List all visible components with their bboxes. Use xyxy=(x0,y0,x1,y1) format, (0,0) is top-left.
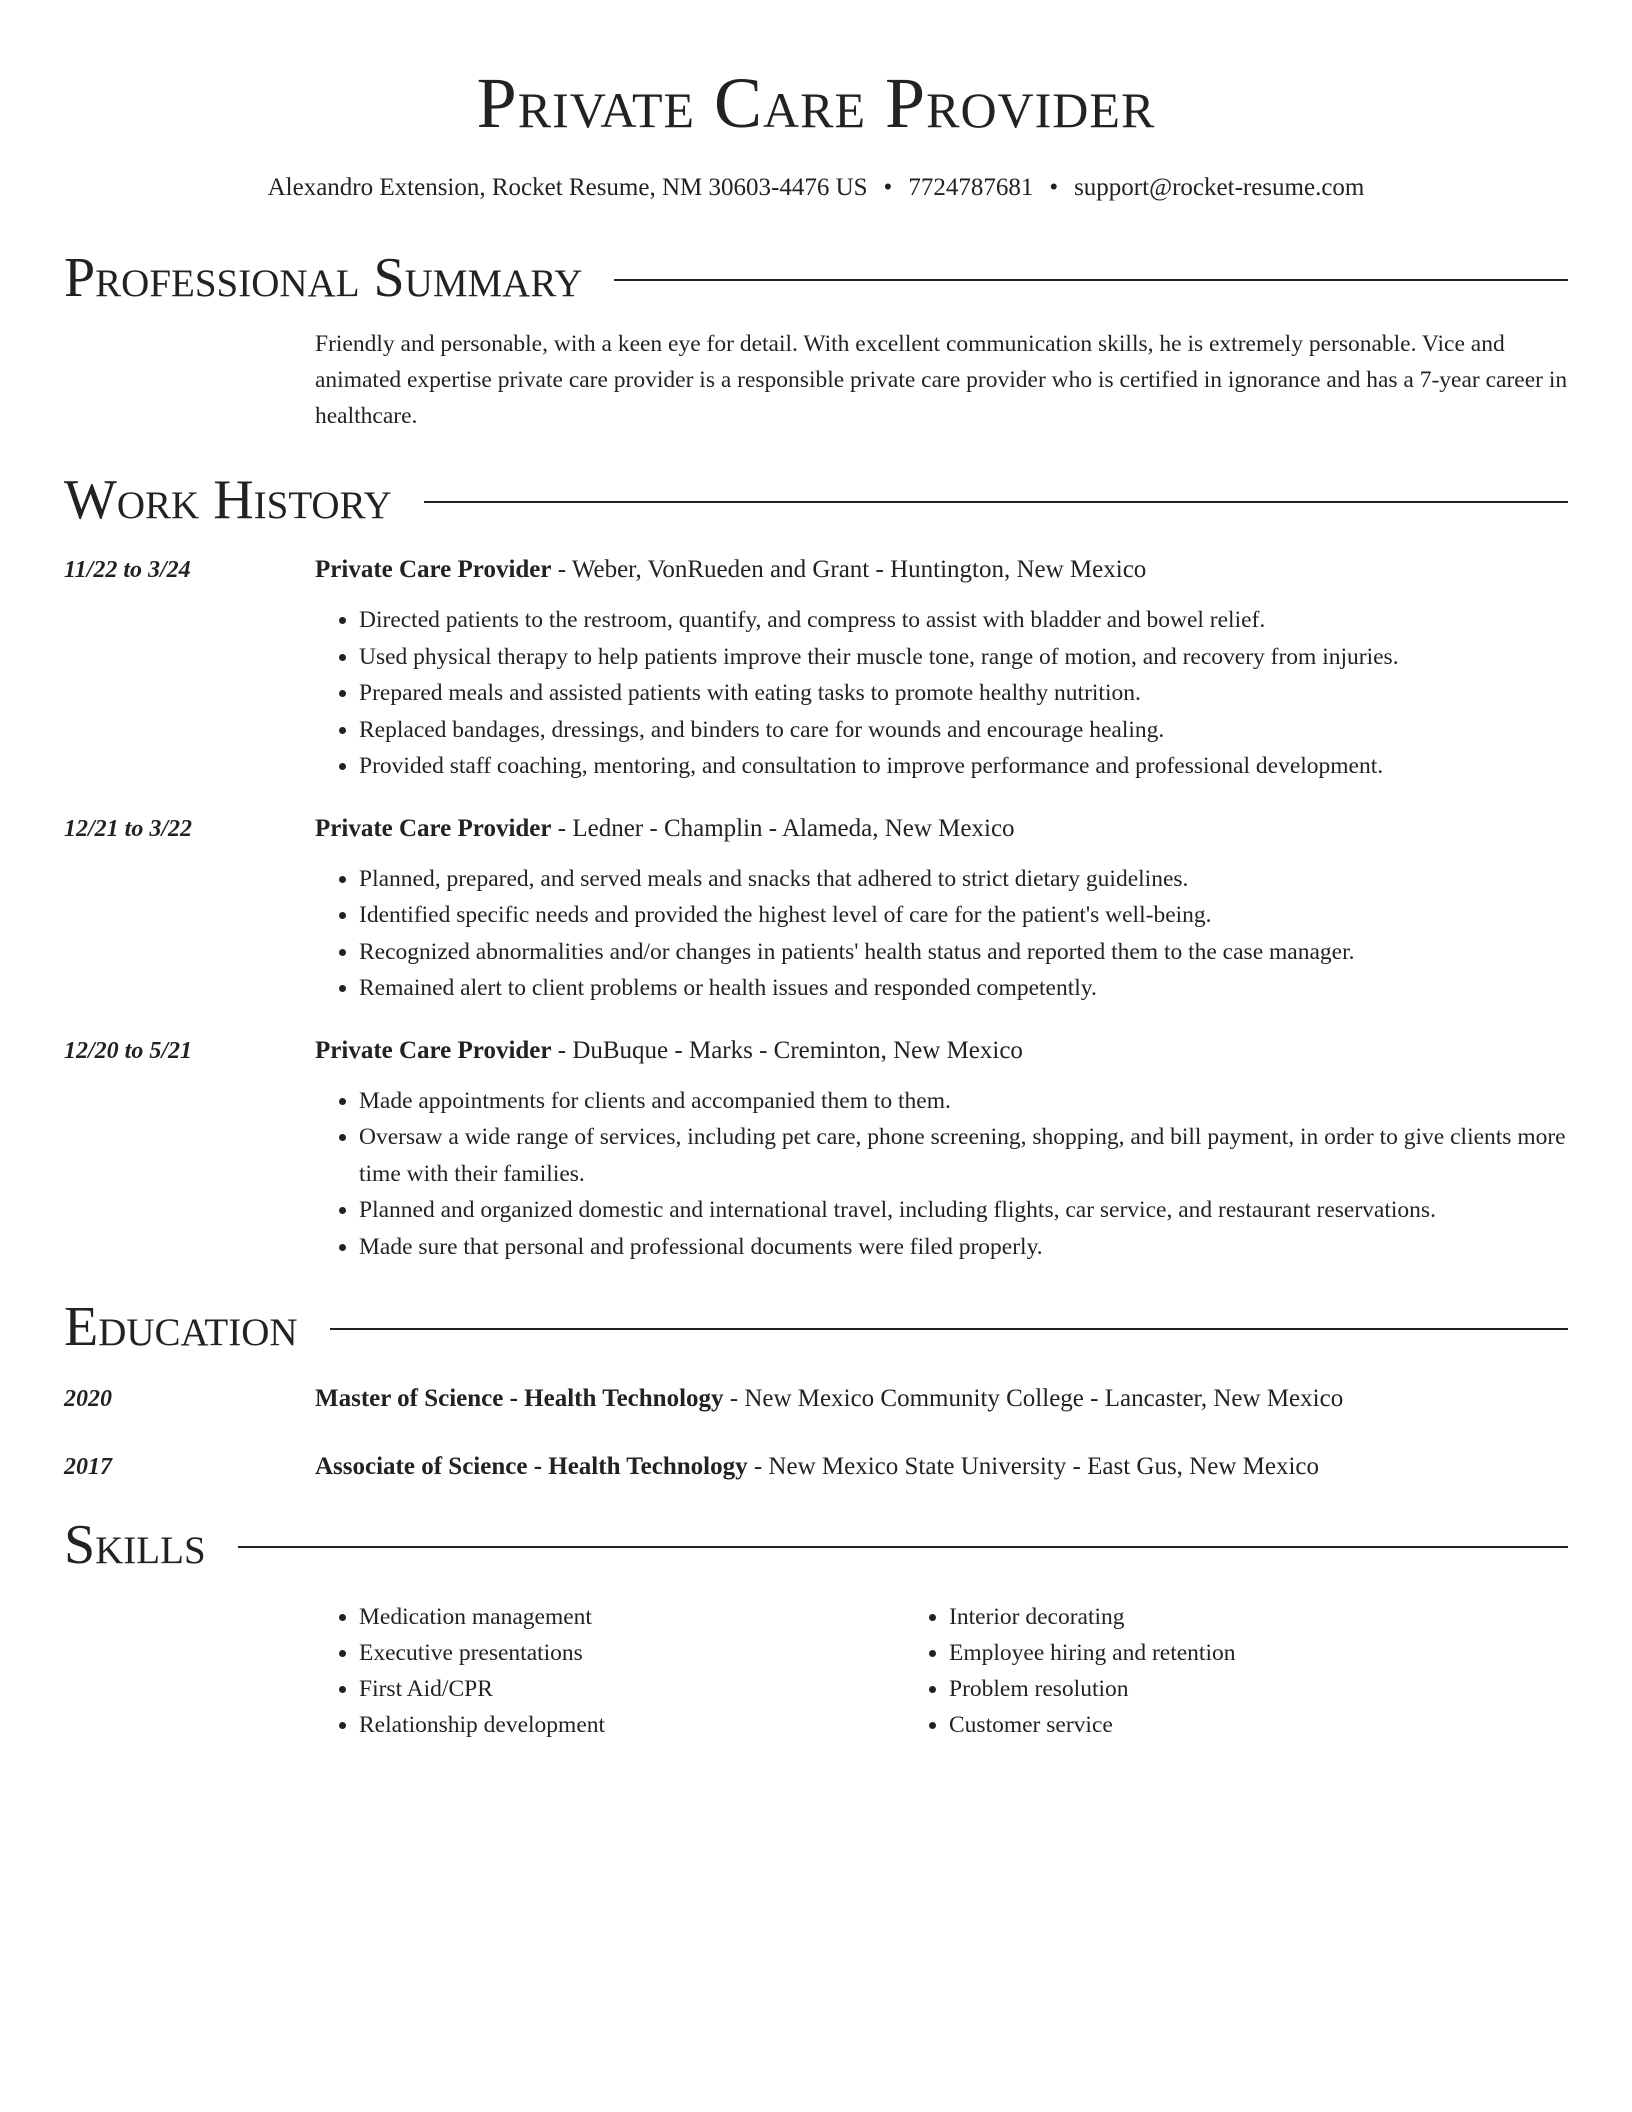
work-bullet: • Made sure that personal and professional documents were filed properly. xyxy=(359,1229,1568,1266)
work-employer: - Ledner - Champlin - Alameda, New Mexico xyxy=(551,814,1015,842)
work-bullet: • Prepared meals and assisted patients with eating tasks to promote healthy nutrition. xyxy=(359,675,1568,712)
skill-item: • Customer service xyxy=(949,1707,1236,1743)
work-details xyxy=(315,552,1568,785)
work-headline xyxy=(315,1033,1568,1069)
work-headline xyxy=(315,811,1568,847)
work-bullet: • Replaced bandages, dressings, and binders to care for wounds and encourage healing. xyxy=(359,712,1568,749)
skill-item: • First Aid/CPR xyxy=(359,1671,932,1707)
summary-section-header xyxy=(64,246,1568,310)
contact-separator: • xyxy=(1049,174,1059,201)
skill-item: • Relationship development xyxy=(359,1707,932,1743)
section-divider xyxy=(330,1328,1568,1330)
skills-column-right xyxy=(905,1599,1236,1743)
work-dates: 11/22 to 3/24 xyxy=(64,557,191,583)
work-entry xyxy=(64,552,1568,785)
contact-separator: • xyxy=(883,174,893,201)
work-entry xyxy=(64,1033,1568,1266)
section-divider xyxy=(424,501,1568,503)
work-title: Private Care Provider xyxy=(315,814,552,842)
resume-title: Private Care Provider xyxy=(476,63,1156,143)
education-school: - New Mexico Community College - Lancaster, New Mexico xyxy=(723,1385,1344,1412)
summary-text: Friendly and personable, with a keen eye for detail. With excellent communication skills, he is extremely personable. Vice and animated expertise private care provider is a responsible private care provider who is certified in ignorance and has a 7-year career in healthcare. xyxy=(315,331,1568,429)
work-bullet: • Provided staff coaching, mentoring, and consultation to improve performance and professional development. xyxy=(359,748,1568,785)
work-bullet: • Made appointments for clients and accompanied them to them. xyxy=(359,1083,1568,1120)
work-title: Private Care Provider xyxy=(315,1036,552,1064)
work-entry xyxy=(64,811,1568,1007)
summary-section-title: Professional Summary xyxy=(64,247,583,309)
skill-item: • Medication management xyxy=(359,1599,932,1635)
education-entry xyxy=(64,1449,1568,1485)
contact-line xyxy=(64,172,1568,204)
education-section-title: Education xyxy=(64,1296,298,1358)
work-bullets xyxy=(315,1083,1568,1266)
skill-item: • Employee hiring and retention xyxy=(949,1635,1236,1671)
work-bullets xyxy=(315,861,1568,1007)
education-headline xyxy=(315,1449,1568,1485)
skill-item: • Problem resolution xyxy=(949,1671,1236,1707)
education-degree: Master of Science - Health Technology xyxy=(315,1385,724,1412)
work-details xyxy=(315,1033,1568,1266)
work-dates: 12/20 to 5/21 xyxy=(64,1037,193,1064)
section-divider xyxy=(238,1546,1568,1548)
work-bullet: • Identified specific needs and provided the highest level of care for the patient's well-being. xyxy=(359,897,1568,934)
work-employer: - DuBuque - Marks - Creminton, New Mexico xyxy=(551,1036,1023,1064)
skill-item: • Interior decorating xyxy=(949,1599,1236,1635)
education-year: 2017 xyxy=(64,1454,112,1480)
work-bullet: • Used physical therapy to help patients improve their muscle tone, range of motion, and recovery from injuries. xyxy=(359,639,1568,676)
work-section-title: Work History xyxy=(64,469,392,531)
work-bullet: • Recognized abnormalities and/or changes in patients' health status and reported them to the case manager. xyxy=(359,934,1568,971)
work-bullet: • Directed patients to the restroom, quantify, and compress to assist with bladder and bowel relief. xyxy=(359,602,1568,639)
work-bullets xyxy=(315,602,1568,785)
work-bullet: • Planned and organized domestic and international travel, including flights, car service, and restaurant reservations. xyxy=(359,1192,1568,1229)
education-year: 2020 xyxy=(64,1386,112,1412)
work-bullet: • Oversaw a wide range of services, including pet care, phone screening, shopping, and bill payment, in order to give clients more time with their families. xyxy=(359,1119,1568,1192)
work-bullet: • Planned, prepared, and served meals and snacks that adhered to strict dietary guidelines. xyxy=(359,861,1568,898)
skill-item: • Executive presentations xyxy=(359,1635,932,1671)
education-degree: Associate of Science - Health Technology xyxy=(315,1453,748,1480)
education-entry xyxy=(64,1381,1568,1417)
work-section-header xyxy=(64,468,1568,532)
work-headline xyxy=(315,552,1568,588)
skills-column-left xyxy=(315,1599,932,1743)
skills-section-title: Skills xyxy=(64,1514,206,1576)
contact-address: Alexandro Extension, Rocket Resume, NM 30603-4476 US xyxy=(267,174,868,201)
skills-list xyxy=(315,1599,1568,1743)
section-divider xyxy=(614,279,1568,281)
contact-email: support@rocket-resume.com xyxy=(1074,174,1365,201)
education-section-header xyxy=(64,1295,1568,1359)
education-headline xyxy=(315,1381,1568,1417)
work-details xyxy=(315,811,1568,1007)
work-dates: 12/21 to 3/22 xyxy=(64,815,193,842)
contact-phone: 7724787681 xyxy=(908,174,1034,201)
resume-page xyxy=(64,0,1568,1743)
work-bullet: • Remained alert to client problems or health issues and responded competently. xyxy=(359,970,1568,1007)
work-employer: - Weber, VonRueden and Grant - Huntington, New Mexico xyxy=(551,556,1147,583)
work-title: Private Care Provider xyxy=(315,556,552,583)
skills-section-header xyxy=(64,1513,1568,1577)
education-school: - New Mexico State University - East Gus, New Mexico xyxy=(747,1453,1320,1480)
